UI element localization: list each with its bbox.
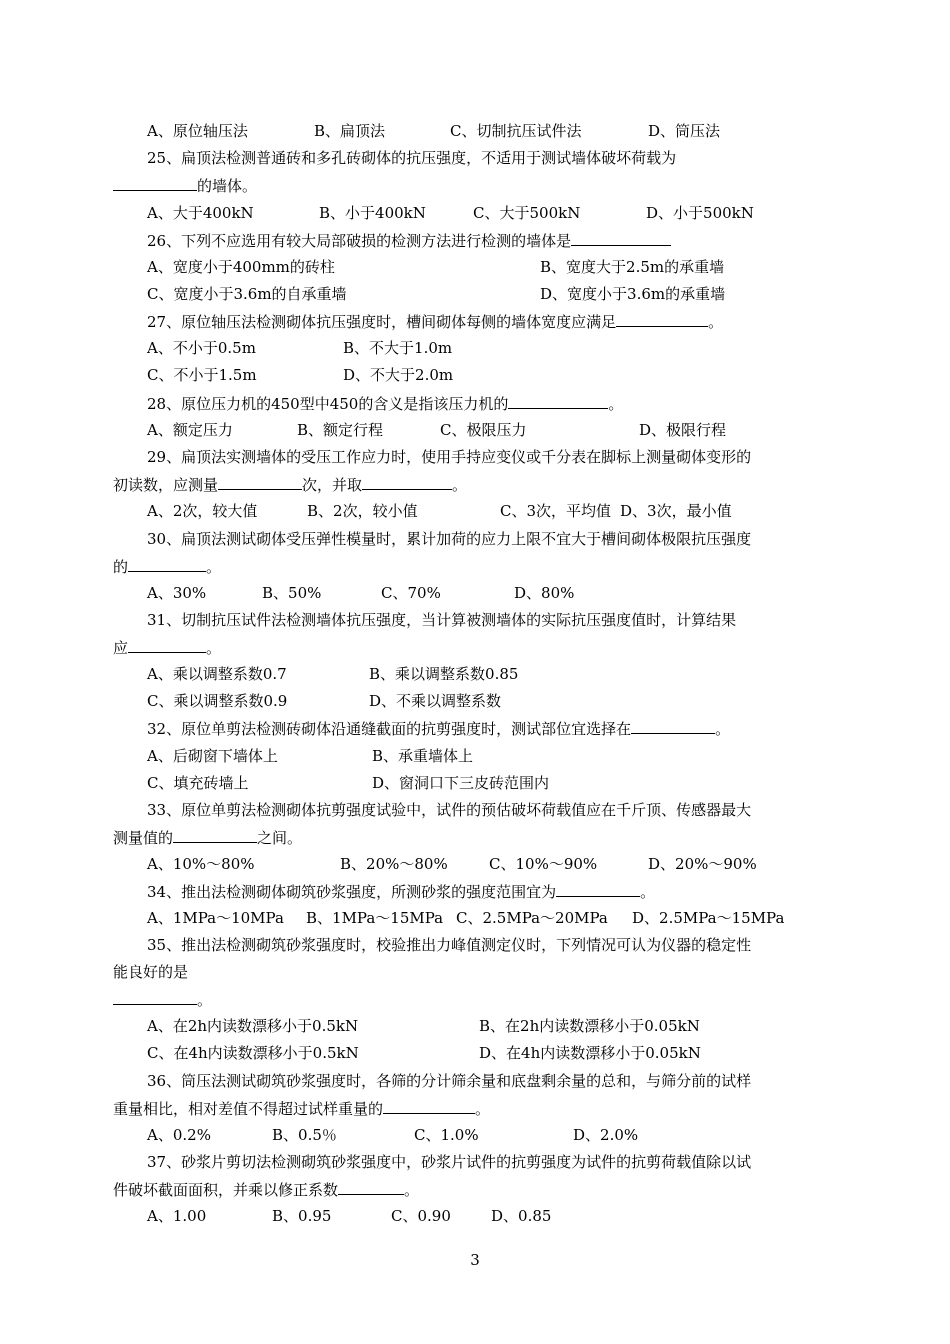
question-36-cont: 重量相比，相对差值不得超过试样重量的 。 <box>113 1100 491 1118</box>
option-b: B、额定行程 <box>297 421 384 439</box>
answer-blank <box>631 718 715 734</box>
option-c: C、不小于1.5m <box>147 366 257 384</box>
option-d: D、2.5MPa～15MPa <box>632 909 785 927</box>
option-c: C、1.0% <box>414 1126 479 1144</box>
option-d: D、宽度小于3.6m的承重墙 <box>540 285 726 303</box>
option-d: D、20%～90% <box>648 855 757 873</box>
option-b: B、扁顶法 <box>314 122 386 140</box>
question-28: 28、原位压力机的450型中450的含义是指该压力机的 。 <box>147 395 624 413</box>
question-37-cont: 件破坏截面面积，并乘以修正系数 。 <box>113 1181 420 1199</box>
answer-blank <box>173 827 257 843</box>
option-b: B、20%～80% <box>340 855 448 873</box>
option-b: B、0.95 <box>272 1207 332 1225</box>
option-c: C、宽度小于3.6m的自承重墙 <box>147 285 347 303</box>
question-35-cont: 能良好的是 <box>113 963 189 981</box>
option-c: C、在4h内读数漂移小于0.5kN <box>147 1044 359 1062</box>
question-33-cont: 测量值的 之间。 <box>113 829 303 847</box>
option-d: D、3次，最小值 <box>620 502 732 520</box>
option-c: C、大于500kN <box>473 204 581 222</box>
question-25: 25、扁顶法检测普通砖和多孔砖砌体的抗压强度，不适用于测试墙体破坏荷载为 <box>147 149 677 167</box>
option-b: B、0.5％ <box>272 1126 337 1144</box>
question-27: 27、原位轴压法检测砌体抗压强度时，槽间砌体每侧的墙体宽度应满足 。 <box>147 313 724 331</box>
question-31: 31、切制抗压试件法检测墙体抗压强度，当计算被测墙体的实际抗压强度值时，计算结果 <box>147 611 737 629</box>
option-d: D、窗洞口下三皮砖范围内 <box>372 774 550 792</box>
option-d: D、不大于2.0m <box>343 366 454 384</box>
option-a: A、原位轴压法 <box>147 122 248 140</box>
option-c: C、3次，平均值 <box>500 502 612 520</box>
answer-blank <box>113 989 197 1005</box>
option-b: B、乘以调整系数0.85 <box>369 665 519 683</box>
option-b: B、在2h内读数漂移小于0.05kN <box>479 1017 700 1035</box>
option-a: A、1MPa～10MPa <box>147 909 284 927</box>
option-a: A、额定压力 <box>147 421 233 439</box>
option-c: C、极限压力 <box>440 421 527 439</box>
answer-blank <box>128 556 206 572</box>
option-a: A、2次，较大值 <box>147 502 258 520</box>
question-30: 30、扁顶法测试砌体受压弹性模量时，累计加荷的应力上限不宜大于槽间砌体极限抗压强度 <box>147 530 752 548</box>
option-d: D、极限行程 <box>639 421 727 439</box>
option-b: B、1MPa～15MPa <box>306 909 444 927</box>
option-d: D、小于500kN <box>646 204 754 222</box>
option-b: B、小于400kN <box>319 204 426 222</box>
option-d: D、不乘以调整系数 <box>369 692 502 710</box>
option-a: A、后砌窗下墙体上 <box>147 747 278 765</box>
question-29-cont: 初读数，应测量 次，并取 。 <box>113 476 468 494</box>
option-b: B、宽度大于2.5m的承重墙 <box>540 258 725 276</box>
question-34: 34、推出法检测砌体砌筑砂浆强度，所测砂浆的强度范围宜为 。 <box>147 883 656 901</box>
option-d: D、在4h内读数漂移小于0.05kN <box>479 1044 701 1062</box>
question-29: 29、扁顶法实测墙体的受压工作应力时，使用手持应变仪或千分表在脚标上测量砌体变形的 <box>147 448 752 466</box>
option-b: B、承重墙体上 <box>372 747 474 765</box>
answer-blank <box>616 311 708 327</box>
question-30-cont: 的 。 <box>113 558 222 576</box>
option-b: B、2次，较小值 <box>307 502 418 520</box>
option-c: C、0.90 <box>391 1207 451 1225</box>
answer-blank <box>508 393 608 409</box>
question-26: 26、下列不应选用有较大局部破损的检测方法进行检测的墙体是 <box>147 230 671 251</box>
option-c: C、70% <box>381 584 441 602</box>
page-number: 3 <box>470 1251 480 1269</box>
option-c: C、切制抗压试件法 <box>450 122 582 140</box>
question-32: 32、原位单剪法检测砖砌体沿通缝截面的抗剪强度时，测试部位宜选择在 。 <box>147 720 731 738</box>
answer-blank <box>218 474 302 490</box>
question-37: 37、砂浆片剪切法检测砌筑砂浆强度中，砂浆片试件的抗剪强度为试件的抗剪荷载值除以试 <box>147 1153 752 1171</box>
option-b: B、不大于1.0m <box>343 339 453 357</box>
question-31-cont: 应 。 <box>113 639 222 657</box>
answer-blank <box>571 230 671 246</box>
option-c: C、乘以调整系数0.9 <box>147 692 288 710</box>
option-a: A、不小于0.5m <box>147 339 256 357</box>
option-d: D、筒压法 <box>648 122 721 140</box>
option-d: D、0.85 <box>491 1207 552 1225</box>
option-a: A、1.00 <box>147 1207 207 1225</box>
option-a: A、30% <box>147 584 207 602</box>
option-a: A、在2h内读数漂移小于0.5kN <box>147 1017 359 1035</box>
question-33: 33、原位单剪法检测砌体抗剪强度试验中，试件的预估破坏荷载值应在千斤顶、传感器最大 <box>147 801 752 819</box>
option-a: A、10%～80% <box>147 855 255 873</box>
question-25-cont: 的墙体。 <box>113 175 257 196</box>
question-36: 36、筒压法测试砌筑砂浆强度时，各筛的分计筛余量和底盘剩余量的总和，与筛分前的试样 <box>147 1072 752 1090</box>
option-c: C、10%～90% <box>489 855 598 873</box>
question-35-blank-line: 。 <box>113 989 212 1010</box>
option-a: A、大于400kN <box>147 204 254 222</box>
answer-blank <box>128 637 206 653</box>
answer-blank <box>113 175 197 191</box>
answer-blank <box>338 1179 404 1195</box>
answer-blank <box>383 1098 475 1114</box>
option-d: D、2.0% <box>573 1126 639 1144</box>
option-c: C、2.5MPa～20MPa <box>456 909 608 927</box>
option-a: A、宽度小于400mm的砖柱 <box>147 258 335 276</box>
option-a: A、乘以调整系数0.7 <box>147 665 287 683</box>
answer-blank <box>362 474 452 490</box>
option-a: A、0.2% <box>147 1126 211 1144</box>
question-35: 35、推出法检测砌筑砂浆强度时，校验推出力峰值测定仪时，下列情况可认为仪器的稳定性 <box>147 936 752 954</box>
option-b: B、50% <box>262 584 322 602</box>
option-d: D、80% <box>514 584 575 602</box>
answer-blank <box>556 881 640 897</box>
option-c: C、填充砖墙上 <box>147 774 249 792</box>
